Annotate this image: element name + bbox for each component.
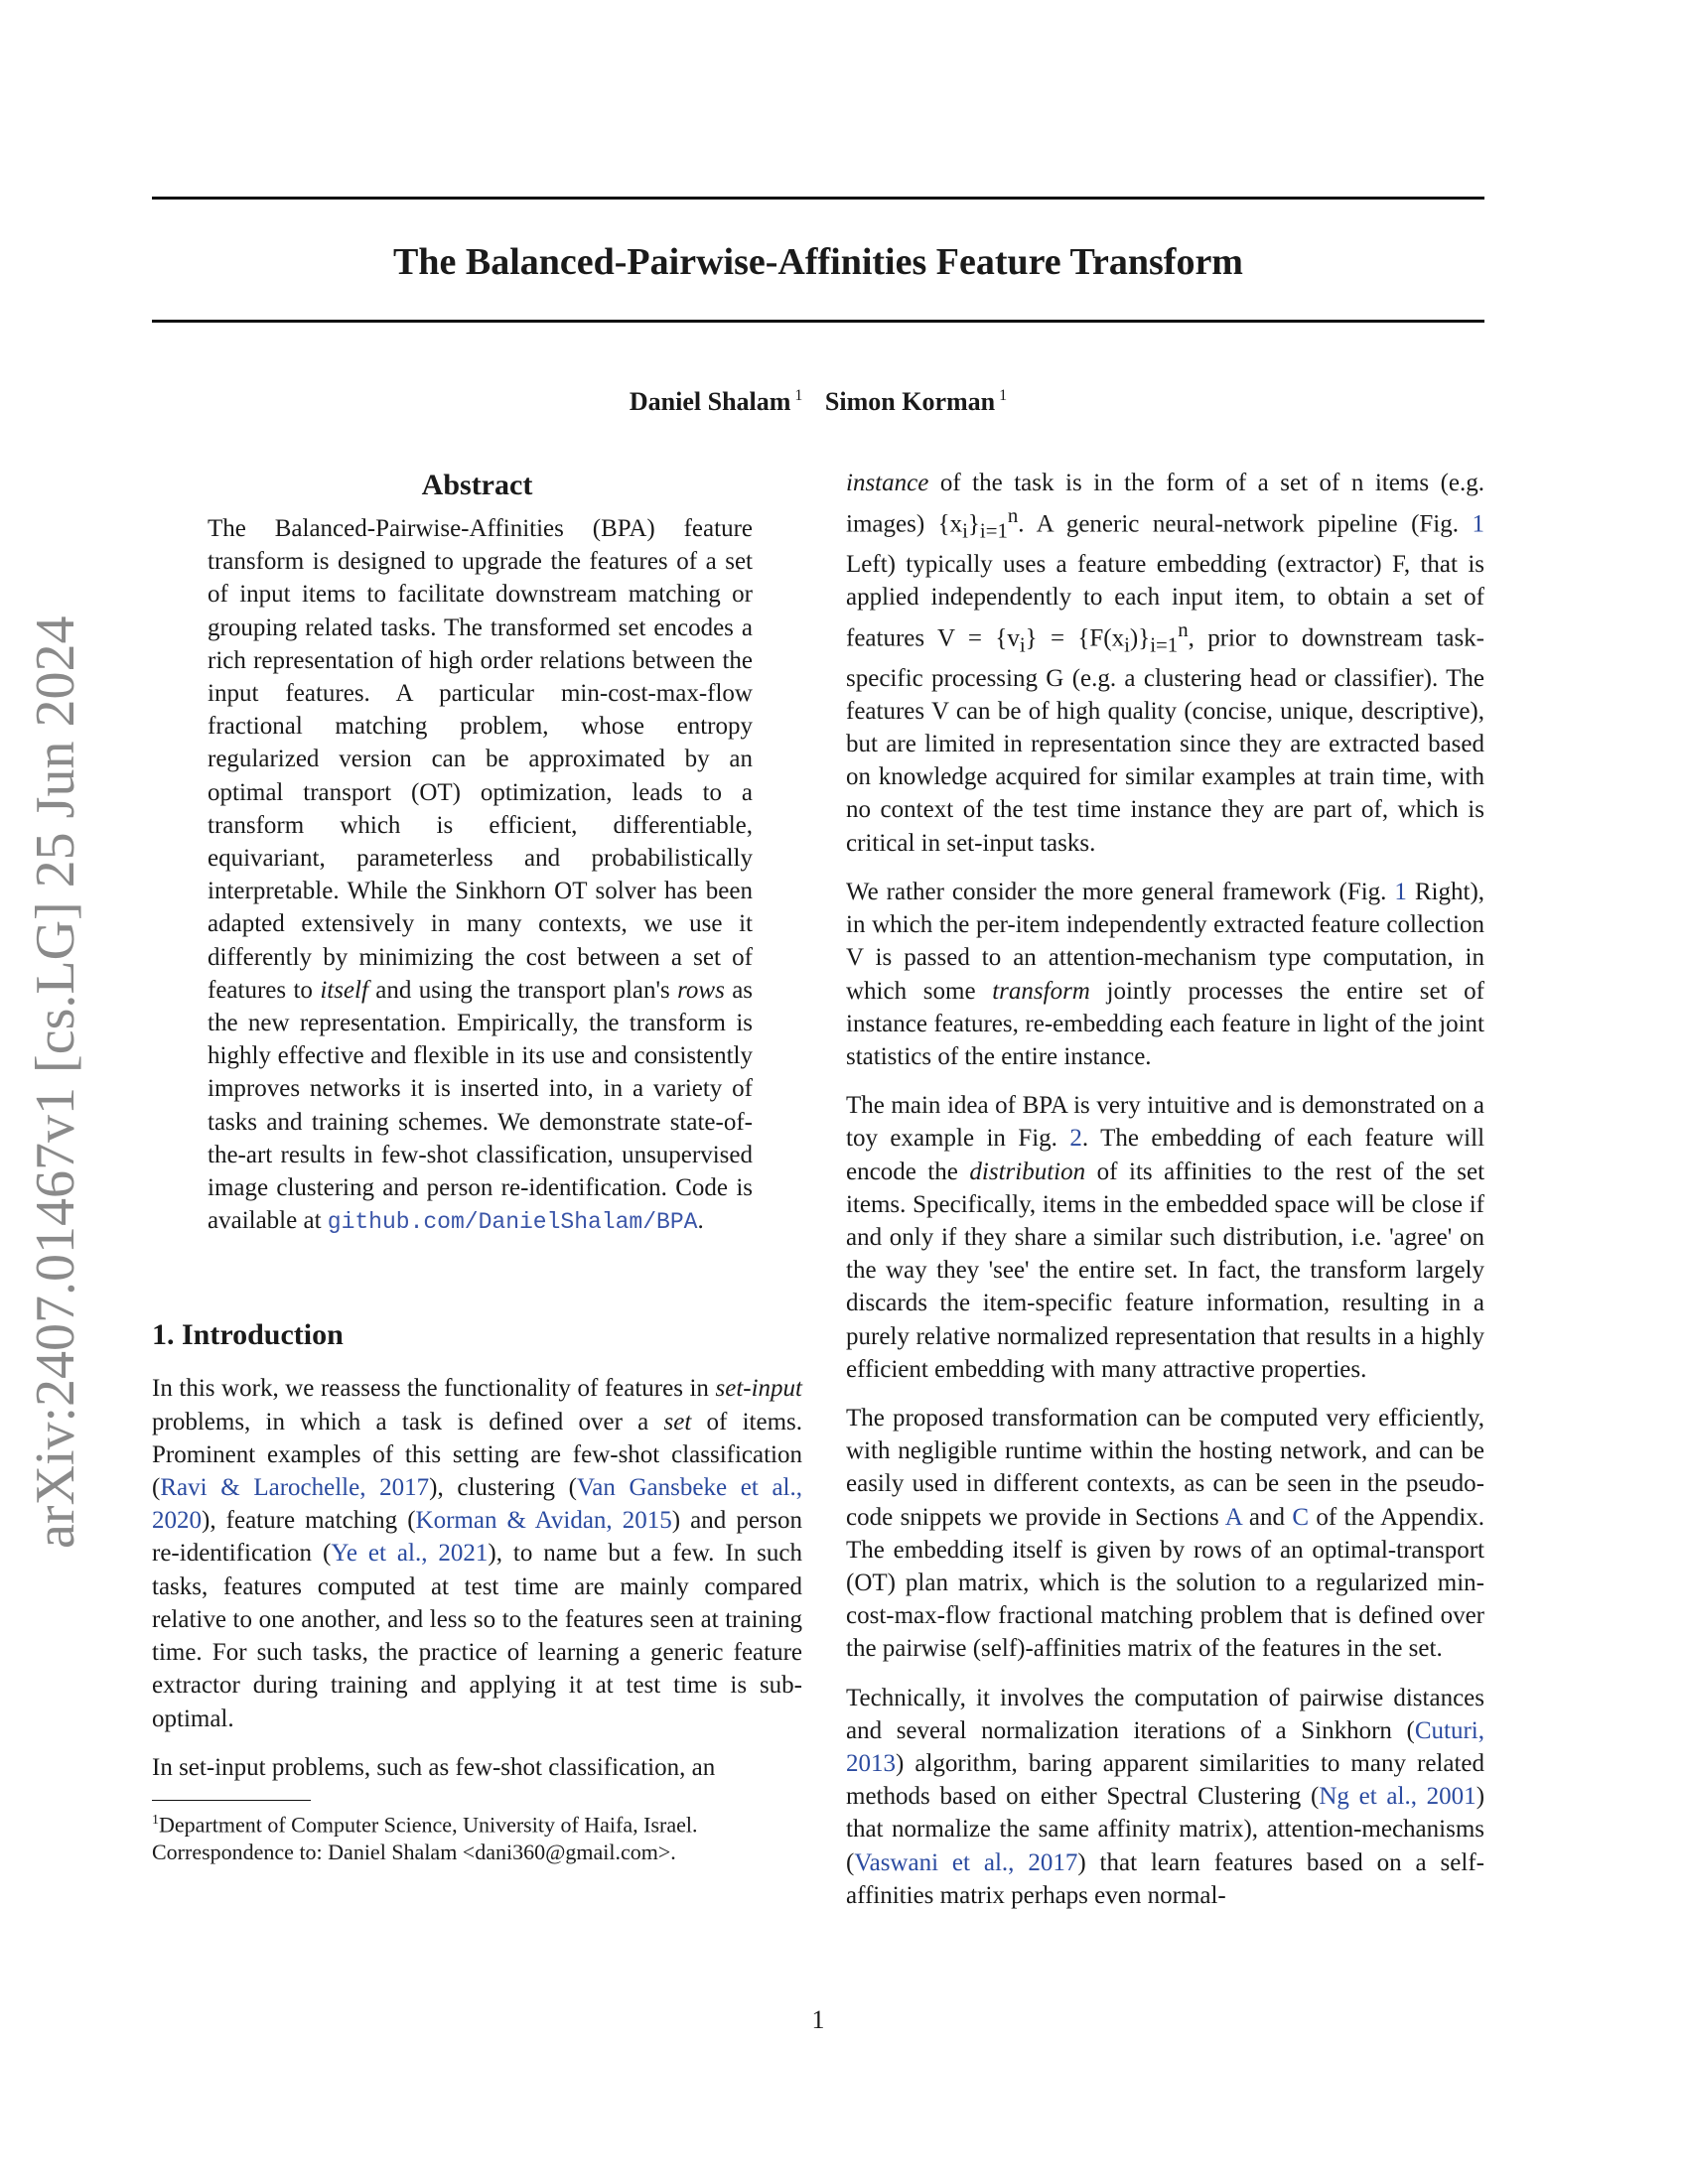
text: } = {F(x bbox=[1025, 624, 1125, 652]
footnote-line-2: Correspondence to: Daniel Shalam <dani360@gmail.com>. bbox=[152, 1840, 676, 1865]
citation-link[interactable]: Cuturi, 2013 bbox=[846, 1716, 1484, 1777]
math-subscript: i=1 bbox=[1150, 632, 1179, 657]
author-1 bbox=[630, 387, 803, 416]
italic-term: set bbox=[663, 1408, 692, 1435]
affiliation-mark: 1 bbox=[999, 387, 1008, 404]
text: Right), in which the per-item independently extracted feature collection V is passed to an attention-mechanism type computation, in which some bbox=[846, 878, 1485, 1005]
title-rule-top bbox=[152, 197, 1484, 200]
math-superscript: n bbox=[1007, 503, 1019, 528]
left-column bbox=[152, 467, 802, 1866]
right-paragraph-4 bbox=[846, 1402, 1484, 1666]
text: The proposed transformation can be computed very efficiently, with negligible runtime within the hosting network, and can be easily used in different contexts, as can be seen in the pseudo-code snippets we provide in Sections bbox=[846, 1404, 1484, 1531]
text: and bbox=[1248, 1503, 1285, 1531]
arxiv-stamp: arXiv:2407.01467v1 [cs.LG] 25 Jun 2024 bbox=[25, 615, 86, 1549]
text: of the task is in the form of a set of n items (e.g. images) {x bbox=[846, 470, 1485, 538]
text: } bbox=[967, 510, 980, 538]
math-superscript: n bbox=[1178, 617, 1189, 642]
text: jointly processes the entire set of instance features, re-embedding each feature in light of the joint statistics of the entire instance. bbox=[846, 977, 1485, 1070]
figure-link[interactable]: 1 bbox=[1472, 510, 1484, 538]
figure-link[interactable]: 1 bbox=[1394, 878, 1407, 905]
figure-link[interactable]: 2 bbox=[1069, 1125, 1082, 1153]
italic-term: distribution bbox=[969, 1158, 1086, 1185]
italic-term: set-input bbox=[715, 1375, 802, 1403]
citation-link[interactable]: Ng et al., 2001 bbox=[1319, 1783, 1477, 1811]
italic-term: instance bbox=[846, 470, 929, 496]
text: ) that learn features based on a self-affinities matrix perhaps even normal- bbox=[846, 1848, 1484, 1909]
text: The main idea of BPA is very intuitive and is demonstrated on a toy example in Fig. bbox=[846, 1092, 1484, 1153]
author-2 bbox=[825, 387, 1007, 416]
footnote bbox=[152, 1807, 802, 1866]
text: ) and person re-identification ( bbox=[152, 1507, 802, 1568]
intro-paragraph-2: In set-input problems, such as few-shot classification, an bbox=[152, 1753, 716, 1781]
text: of the Appendix. The embedding itself is given by rows of an optimal-transport (OT) plan matrix, which is the solution to a regularized min-cost-max-flow fractional matching problem that is defined over the pairwise (self)-affinities matrix of the features in the set. bbox=[846, 1503, 1485, 1663]
abstract-body-3: as the new representation. Empirically, the transform is highly effective and flexible in its use and consistently improves networks it is inserted into, in a variety of tasks and training schemes. We demonstrate state-of-the-art results in few-shot classification, unsupervised image clustering and person re-identification. Code is available at bbox=[208, 976, 754, 1235]
text: problems, in which a task is defined over a bbox=[152, 1408, 649, 1435]
citation-link[interactable]: Van Gansbeke et al., 2020 bbox=[152, 1474, 802, 1535]
math-subscript: i bbox=[1124, 632, 1130, 657]
intro-paragraph-1 bbox=[152, 1372, 802, 1734]
abstract-body: The Balanced-Pairwise-Affinities (BPA) feature transform is designed to upgrade the features of a set of input items to facilitate downstream matching or grouping related tasks. The transformed set encodes a rich representation of high order relations between the input features. A particular min-cost-max-flow fractional matching problem, whose entropy regularized version can be approximated by an optimal transport (OT) optimization, leads to a transform which is efficient, differentiable, equivariant, parameterless and probabilistically interpretable. While the Sinkhorn OT solver has been adapted extensively in many contexts, we use it differently by minimizing the cost between a set of features to bbox=[208, 515, 753, 1004]
italic-term: transform bbox=[992, 977, 1090, 1005]
title-rule-bottom bbox=[152, 320, 1484, 323]
section-heading-introduction: 1. Introduction bbox=[152, 1318, 344, 1352]
citation-link[interactable]: Korman & Avidan, 2015 bbox=[415, 1507, 672, 1535]
abstract-text bbox=[208, 512, 753, 1239]
affiliation-mark: 1 bbox=[794, 387, 803, 404]
citation-link[interactable]: Vaswani et al., 2017 bbox=[854, 1848, 1078, 1876]
author-list bbox=[152, 379, 1484, 419]
abstract-heading: Abstract bbox=[421, 469, 533, 501]
footnote-mark: 1 bbox=[152, 1812, 159, 1828]
text: of its affinities to the rest of the set items. Specifically, items in the embedded space will be close if and only if they share a similar such distribution, i.e. 'agree' on the way they 'see' the entire set. In fact, the transform largely discards the item-specific feature information, resulting in a purely relative normalized representation that results in a highly efficient embedding with many attractive properties. bbox=[846, 1158, 1485, 1383]
text: ) algorithm, baring apparent similarities to many related methods based on either Spectral Clustering ( bbox=[846, 1749, 1484, 1811]
text: We rather consider the more general framework (Fig. bbox=[846, 878, 1387, 905]
section-link[interactable]: A bbox=[1224, 1503, 1242, 1531]
math-subscript: i=1 bbox=[979, 518, 1008, 543]
right-paragraph-3 bbox=[846, 1089, 1484, 1386]
citation-link[interactable]: Ravi & Larochelle, 2017 bbox=[160, 1474, 430, 1502]
author-name: Daniel Shalam bbox=[629, 386, 791, 416]
text: . The embedding of each feature will encode the bbox=[846, 1125, 1485, 1185]
author-name: Simon Korman bbox=[824, 386, 996, 416]
text: ), to name but a few. In such tasks, features computed at test time are mainly compared relative to one another, and less so to the features seen at training time. For such tasks, the practice of learning a generic feature extractor during training and applying it at test time is sub-optimal. bbox=[152, 1540, 802, 1732]
text: of items. Prominent examples of this setting are few-shot classification ( bbox=[152, 1408, 803, 1502]
text: , prior to downstream task-specific processing G (e.g. a clustering head or classifier). The features V can be of high quality (concise, unique, descriptive), but are limited in representation since they are extracted based on knowledge acquired for similar examples at train time, with no context of the test time instance they are part of, which is critical in set-input tasks. bbox=[846, 624, 1484, 857]
abstract-end: . bbox=[697, 1207, 704, 1235]
section-link[interactable]: C bbox=[1292, 1503, 1310, 1531]
right-paragraph-5 bbox=[846, 1682, 1484, 1912]
right-column bbox=[846, 467, 1484, 1928]
math-subscript: i bbox=[962, 518, 968, 543]
code-link[interactable]: github.com/DanielShalam/BPA bbox=[327, 1209, 698, 1236]
text: )} bbox=[1129, 624, 1151, 652]
text: Technically, it involves the computation of pairwise distances and several normalization iterations of a Sinkhorn ( bbox=[846, 1684, 1484, 1744]
citation-link[interactable]: Ye et al., 2021 bbox=[331, 1540, 489, 1568]
text: . A generic neural-network pipeline (Fig. bbox=[1018, 510, 1459, 538]
footnote-rule bbox=[152, 1800, 311, 1801]
text: ), clustering ( bbox=[429, 1474, 577, 1502]
text: In this work, we reassess the functionality of features in bbox=[152, 1375, 709, 1403]
text: ), feature matching ( bbox=[202, 1507, 416, 1535]
right-paragraph-2 bbox=[846, 876, 1484, 1073]
text: ) that normalize the same affinity matrix), attention-mechanisms ( bbox=[846, 1783, 1485, 1876]
text: Left) typically uses a feature embedding (extractor) F, that is applied independently to each input item, to obtain a set of features V = {v bbox=[846, 550, 1484, 652]
math-subscript: i bbox=[1019, 632, 1026, 657]
abstract-italic-itself: itself bbox=[320, 976, 368, 1004]
abstract-body-2: and using the transport plan's bbox=[375, 976, 670, 1004]
footnote-line-1: Department of Computer Science, University of Haifa, Israel. bbox=[159, 1812, 698, 1838]
abstract-italic-rows: rows bbox=[677, 976, 725, 1004]
paper-title: The Balanced-Pairwise-Affinities Feature Transform bbox=[393, 241, 1243, 283]
right-paragraph-1 bbox=[846, 467, 1484, 860]
page-number: 1 bbox=[811, 2005, 825, 2034]
